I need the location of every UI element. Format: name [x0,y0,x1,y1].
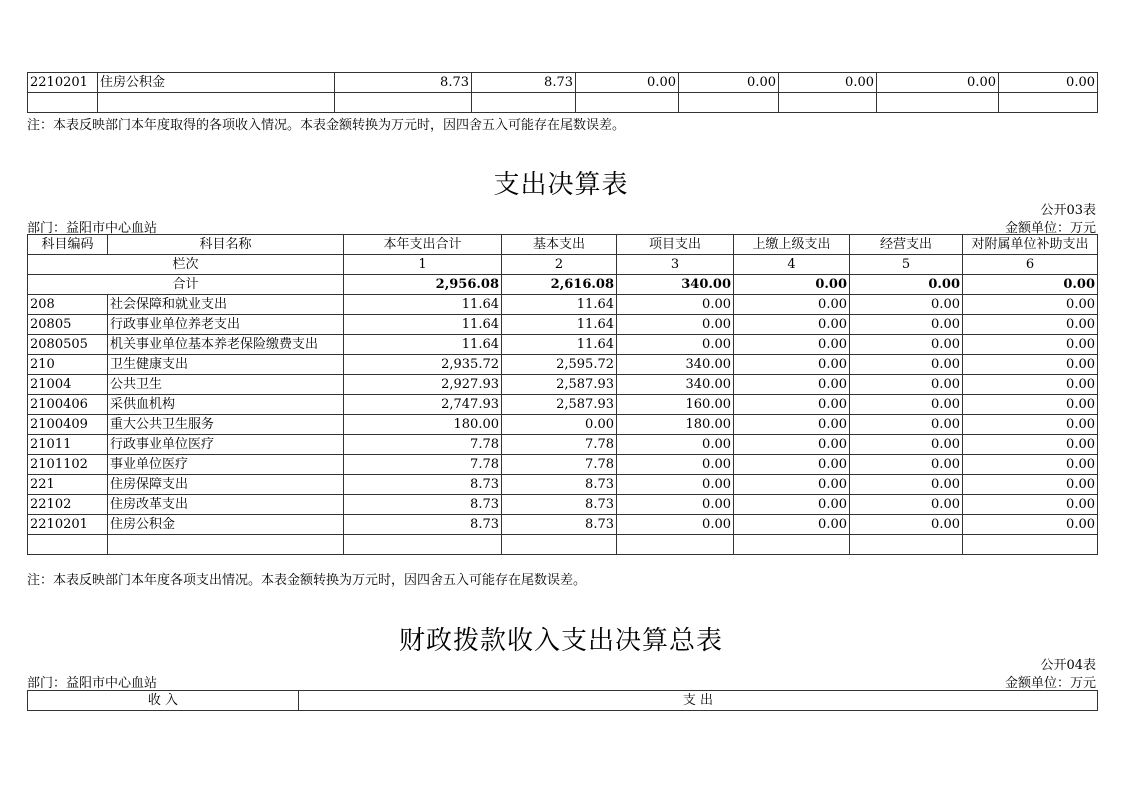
row-value: 0.00 [617,435,734,455]
expense-title: 支出决算表 [493,170,629,200]
income-empty-row [28,93,1098,113]
income-value: 0.00 [877,73,999,93]
row-value: 0.00 [617,495,734,515]
row-name: 重大公共卫生服务 [108,415,344,435]
row-value: 0.00 [734,435,850,455]
row-code: 2210201 [28,515,108,535]
row-code: 2080505 [28,335,108,355]
row-value: 0.00 [734,475,850,495]
row-value: 0.00 [850,315,963,335]
income-note: 注：本表反映部门本年度取得的各项收入情况。本表金额转换为万元时，因四舍五入可能存在尾数误差。 [27,118,626,133]
row-value: 0.00 [850,375,963,395]
row-name: 机关事业单位基本养老保险缴费支出 [108,335,344,355]
row-code: 210 [28,355,108,375]
col-number: 6 [963,255,1098,275]
row-value: 0.00 [617,475,734,495]
expense-row [28,475,1098,495]
fiscal-header-row [28,691,1098,711]
row-value: 8.73 [344,475,502,495]
row-value: 0.00 [734,415,850,435]
row-value: 0.00 [617,335,734,355]
expense-row [28,415,1098,435]
header-name: 科目名称 [108,235,344,255]
row-value: 0.00 [734,455,850,475]
row-value: 0.00 [850,475,963,495]
expense-row [28,455,1098,475]
col-number: 3 [617,255,734,275]
row-value: 0.00 [734,515,850,535]
expense-note: 注：本表反映部门本年度各项支出情况。本表金额转换为万元时，因四舍五入可能存在尾数误差。 [27,573,587,588]
row-value: 340.00 [617,375,734,395]
row-value: 0.00 [963,395,1098,415]
header-total: 本年支出合计 [344,235,502,255]
income-name: 住房公积金 [98,73,335,93]
row-value: 0.00 [850,335,963,355]
row-code: 221 [28,475,108,495]
expense-total-row [28,275,1098,295]
income-value: 8.73 [472,73,576,93]
row-value: 2,587.93 [502,375,617,395]
expense-row [28,375,1098,395]
row-value: 11.64 [344,335,502,355]
col-number: 4 [734,255,850,275]
row-code: 21011 [28,435,108,455]
row-value: 0.00 [963,375,1098,395]
expense-unit: 金额单位：万元 [1004,221,1096,236]
row-value: 0.00 [963,435,1098,455]
row-value: 0.00 [963,455,1098,475]
header-basic: 基本支出 [502,235,617,255]
col-label: 栏次 [28,255,344,275]
row-value: 0.00 [850,435,963,455]
row-value: 2,747.93 [344,395,502,415]
row-value: 8.73 [502,495,617,515]
expense-row [28,395,1098,415]
col-number: 5 [850,255,963,275]
row-value: 0.00 [734,315,850,335]
expense-header-row [28,235,1098,255]
total-value: 0.00 [963,275,1098,295]
row-value: 180.00 [617,415,734,435]
col-number: 2 [502,255,617,275]
row-value: 0.00 [850,295,963,315]
row-value: 2,927.93 [344,375,502,395]
header-operating: 经营支出 [850,235,963,255]
header-remit: 上缴上级支出 [734,235,850,255]
row-value: 7.78 [344,435,502,455]
row-value: 0.00 [850,495,963,515]
row-value: 8.73 [502,515,617,535]
expense-row [28,435,1098,455]
row-value: 0.00 [734,295,850,315]
income-code: 2210201 [28,73,98,93]
row-value: 2,595.72 [502,355,617,375]
row-value: 0.00 [734,335,850,355]
row-value: 0.00 [850,415,963,435]
row-code: 2100409 [28,415,108,435]
income-value: 0.00 [999,73,1098,93]
row-value: 0.00 [734,375,850,395]
row-name: 行政事业单位养老支出 [108,315,344,335]
row-value: 11.64 [502,335,617,355]
row-name: 行政事业单位医疗 [108,435,344,455]
row-name: 卫生健康支出 [108,355,344,375]
row-value: 7.78 [344,455,502,475]
row-code: 2101102 [28,455,108,475]
income-value: 0.00 [576,73,679,93]
expense-dept: 部门：益阳市中心血站 [27,221,158,236]
total-label: 合计 [28,275,344,295]
row-value: 0.00 [734,495,850,515]
row-value: 0.00 [734,395,850,415]
row-code: 208 [28,295,108,315]
row-name: 社会保障和就业支出 [108,295,344,315]
row-value: 0.00 [850,355,963,375]
row-value: 0.00 [850,395,963,415]
income-value: 0.00 [679,73,779,93]
row-value: 0.00 [617,315,734,335]
row-value: 0.00 [963,295,1098,315]
fiscal-dept: 部门：益阳市中心血站 [27,676,158,691]
row-name: 采供血机构 [108,395,344,415]
row-value: 0.00 [963,315,1098,335]
row-value: 7.78 [502,455,617,475]
row-name: 事业单位医疗 [108,455,344,475]
expense-row [28,355,1098,375]
row-value: 0.00 [617,295,734,315]
row-value: 8.73 [502,475,617,495]
row-value: 0.00 [963,335,1098,355]
income-value: 0.00 [779,73,877,93]
row-name: 住房公积金 [108,515,344,535]
row-code: 20805 [28,315,108,335]
expense-row [28,515,1098,535]
col-number: 1 [344,255,502,275]
expense-colnum-row [28,255,1098,275]
row-value: 0.00 [963,475,1098,495]
total-value: 0.00 [734,275,850,295]
expense-row [28,295,1098,315]
row-value: 0.00 [734,355,850,375]
expense-row [28,315,1098,335]
row-value: 0.00 [617,515,734,535]
income-tail-row [28,73,1098,93]
expense-row [28,335,1098,355]
total-value: 2,956.08 [344,275,502,295]
header-project: 项目支出 [617,235,734,255]
fiscal-table [27,690,1098,711]
row-value: 340.00 [617,355,734,375]
row-value: 0.00 [850,515,963,535]
fiscal-table-no: 公开04表 [1040,658,1096,673]
row-value: 0.00 [963,495,1098,515]
total-value: 0.00 [850,275,963,295]
row-value: 7.78 [502,435,617,455]
row-value: 2,935.72 [344,355,502,375]
row-value: 11.64 [344,295,502,315]
expense-empty-row [28,535,1098,555]
header-subsidy: 对附属单位补助支出 [963,235,1098,255]
expense-row [28,495,1098,515]
row-value: 0.00 [963,415,1098,435]
row-value: 11.64 [344,315,502,335]
row-value: 160.00 [617,395,734,415]
total-value: 2,616.08 [502,275,617,295]
row-value: 180.00 [344,415,502,435]
income-table-tail [27,72,1098,113]
expense-rows [28,295,1098,535]
row-value: 11.64 [502,295,617,315]
row-code: 21004 [28,375,108,395]
row-value: 8.73 [344,495,502,515]
row-name: 住房保障支出 [108,475,344,495]
fiscal-title: 财政拨款收入支出决算总表 [398,626,723,656]
row-value: 0.00 [850,455,963,475]
header-expense: 支 出 [299,691,1098,711]
expense-table [27,234,1098,555]
total-value: 340.00 [617,275,734,295]
header-income: 收 入 [28,691,299,711]
fiscal-unit: 金额单位：万元 [1004,676,1096,691]
row-value: 0.00 [963,515,1098,535]
row-value: 0.00 [963,355,1098,375]
row-code: 2100406 [28,395,108,415]
row-value: 0.00 [617,455,734,475]
row-value: 11.64 [502,315,617,335]
row-name: 住房改革支出 [108,495,344,515]
header-code: 科目编码 [28,235,108,255]
row-value: 2,587.93 [502,395,617,415]
expense-table-no: 公开03表 [1040,203,1096,218]
row-value: 0.00 [502,415,617,435]
row-value: 8.73 [344,515,502,535]
row-code: 22102 [28,495,108,515]
income-value: 8.73 [335,73,472,93]
row-name: 公共卫生 [108,375,344,395]
